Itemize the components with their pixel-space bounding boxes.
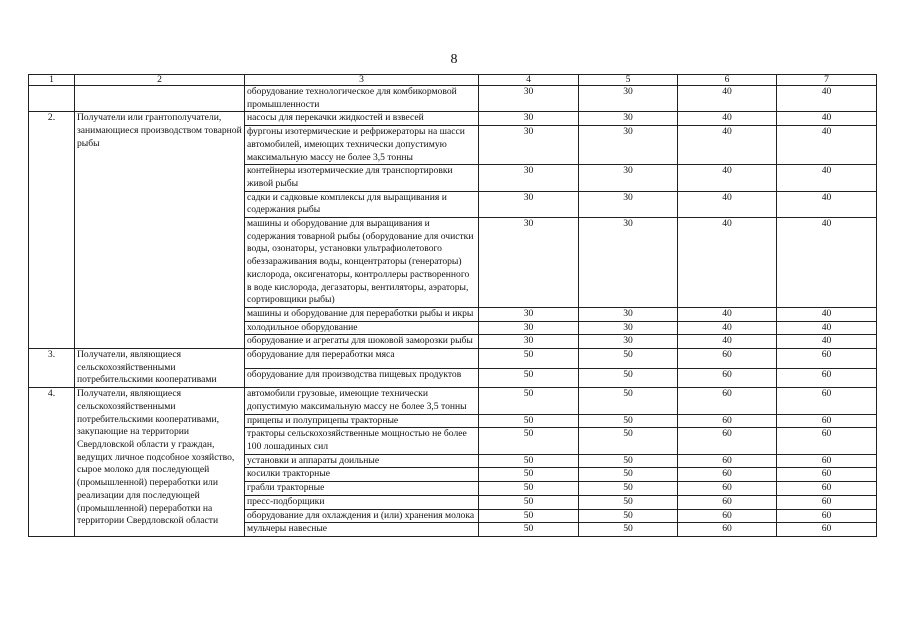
value-cell: 50 bbox=[479, 454, 579, 468]
equipment-cell: холодильное оборудование bbox=[245, 321, 479, 335]
value-cell: 60 bbox=[777, 482, 877, 496]
value-cell: 30 bbox=[479, 126, 579, 165]
value-cell: 60 bbox=[678, 495, 777, 509]
table-body bbox=[29, 75, 877, 537]
equipment-cell: косилки тракторные bbox=[245, 468, 479, 482]
value-cell: 50 bbox=[479, 349, 579, 369]
value-cell: 40 bbox=[777, 191, 877, 217]
value-cell: 60 bbox=[678, 428, 777, 454]
column-header: 3 bbox=[245, 75, 479, 86]
value-cell: 60 bbox=[678, 414, 777, 428]
value-cell: 60 bbox=[777, 414, 877, 428]
value-cell: 40 bbox=[777, 307, 877, 321]
recipient-cell: Получатели, являющиеся сельскохозяйственными потребительскими кооперативами bbox=[75, 349, 245, 388]
value-cell: 30 bbox=[579, 321, 678, 335]
value-cell: 40 bbox=[678, 126, 777, 165]
value-cell: 40 bbox=[777, 335, 877, 349]
value-cell: 50 bbox=[479, 482, 579, 496]
value-cell: 50 bbox=[579, 495, 678, 509]
equipment-cell: установки и аппараты доильные bbox=[245, 454, 479, 468]
table-row bbox=[29, 349, 877, 369]
value-cell: 50 bbox=[579, 509, 678, 523]
column-header: 1 bbox=[29, 75, 75, 86]
recipient-cell: Получатели или грантополучатели, занимающиеся производством товарной рыбы bbox=[75, 112, 245, 349]
value-cell: 60 bbox=[678, 388, 777, 414]
value-cell: 60 bbox=[678, 468, 777, 482]
value-cell: 60 bbox=[777, 495, 877, 509]
value-cell: 40 bbox=[777, 112, 877, 126]
value-cell: 60 bbox=[777, 454, 877, 468]
value-cell: 30 bbox=[479, 86, 579, 112]
column-header: 7 bbox=[777, 75, 877, 86]
value-cell: 50 bbox=[579, 428, 678, 454]
value-cell: 30 bbox=[579, 126, 678, 165]
value-cell: 30 bbox=[579, 191, 678, 217]
column-header: 2 bbox=[75, 75, 245, 86]
value-cell: 30 bbox=[579, 86, 678, 112]
value-cell: 50 bbox=[479, 414, 579, 428]
row-number-cell bbox=[29, 86, 75, 112]
value-cell: 60 bbox=[777, 428, 877, 454]
value-cell: 30 bbox=[579, 307, 678, 321]
value-cell: 60 bbox=[678, 454, 777, 468]
equipment-cell: тракторы сельскохозяйственные мощностью не более 100 лошадиных сил bbox=[245, 428, 479, 454]
value-cell: 40 bbox=[777, 126, 877, 165]
value-cell: 30 bbox=[479, 335, 579, 349]
equipment-cell: грабли тракторные bbox=[245, 482, 479, 496]
value-cell: 40 bbox=[777, 321, 877, 335]
recipient-cell: Получатели, являющиеся сельскохозяйственными потребительскими кооперативами, закупающие на территории Свердловской области у граждан, ведущих личное подсобное хозяйство, сырое молоко для последующей (промышленной) переработки или реализации для последующей (промышленной) переработки на территории Свердловской области bbox=[75, 388, 245, 537]
table-row bbox=[29, 86, 877, 112]
value-cell: 60 bbox=[678, 368, 777, 388]
recipient-cell bbox=[75, 86, 245, 112]
equipment-cell: контейнеры изотермические для транспортировки живой рыбы bbox=[245, 165, 479, 191]
value-cell: 40 bbox=[678, 191, 777, 217]
value-cell: 40 bbox=[678, 86, 777, 112]
value-cell: 60 bbox=[678, 509, 777, 523]
value-cell: 50 bbox=[579, 388, 678, 414]
value-cell: 60 bbox=[678, 349, 777, 369]
value-cell: 40 bbox=[678, 335, 777, 349]
value-cell: 50 bbox=[579, 368, 678, 388]
equipment-cell: прицепы и полуприцепы тракторные bbox=[245, 414, 479, 428]
equipment-cell: машины и оборудование для переработки рыбы и икры bbox=[245, 307, 479, 321]
equipment-cell: машины и оборудование для выращивания и содержания товарной рыбы (оборудование для очистки воды, озонаторы, установки ультрафиолетового обеззараживания воды, концентраторы (генераторы) кислорода, оксигенаторы, контроллеры растворенного в воде кислорода, дегазаторы, вентиляторы, аэраторы, сортировщики рыбы) bbox=[245, 218, 479, 308]
equipment-cell: мульчеры навесные bbox=[245, 523, 479, 537]
value-cell: 40 bbox=[678, 112, 777, 126]
table-row bbox=[29, 112, 877, 126]
value-cell: 60 bbox=[777, 468, 877, 482]
value-cell: 50 bbox=[479, 509, 579, 523]
column-header: 4 bbox=[479, 75, 579, 86]
row-number-cell: 2. bbox=[29, 112, 75, 349]
row-number-cell: 4. bbox=[29, 388, 75, 537]
value-cell: 50 bbox=[479, 388, 579, 414]
page-number: 8 bbox=[450, 52, 458, 67]
value-cell: 30 bbox=[579, 112, 678, 126]
value-cell: 30 bbox=[479, 321, 579, 335]
equipment-subsidy-table bbox=[28, 74, 877, 537]
column-header: 5 bbox=[579, 75, 678, 86]
column-number-row bbox=[29, 75, 877, 86]
value-cell: 30 bbox=[479, 218, 579, 308]
table-row bbox=[29, 388, 877, 414]
value-cell: 30 bbox=[579, 335, 678, 349]
value-cell: 50 bbox=[479, 428, 579, 454]
value-cell: 60 bbox=[777, 349, 877, 369]
equipment-cell: фургоны изотермические и рефрижераторы на шасси автомобилей, имеющих технически допустимую максимальную массу не более 3,5 тонны bbox=[245, 126, 479, 165]
value-cell: 30 bbox=[479, 191, 579, 217]
row-number-cell: 3. bbox=[29, 349, 75, 388]
value-cell: 60 bbox=[678, 482, 777, 496]
value-cell: 60 bbox=[777, 523, 877, 537]
value-cell: 50 bbox=[579, 414, 678, 428]
value-cell: 40 bbox=[678, 321, 777, 335]
value-cell: 50 bbox=[479, 523, 579, 537]
value-cell: 60 bbox=[777, 388, 877, 414]
value-cell: 40 bbox=[777, 165, 877, 191]
value-cell: 60 bbox=[777, 368, 877, 388]
value-cell: 40 bbox=[777, 86, 877, 112]
value-cell: 40 bbox=[777, 218, 877, 308]
value-cell: 60 bbox=[777, 509, 877, 523]
value-cell: 30 bbox=[579, 218, 678, 308]
value-cell: 50 bbox=[579, 523, 678, 537]
column-header: 6 bbox=[678, 75, 777, 86]
value-cell: 30 bbox=[479, 112, 579, 126]
value-cell: 40 bbox=[678, 165, 777, 191]
equipment-cell: автомобили грузовые, имеющие технически допустимую максимальную массу не более 3,5 тонны bbox=[245, 388, 479, 414]
equipment-cell: насосы для перекачки жидкостей и взвесей bbox=[245, 112, 479, 126]
value-cell: 30 bbox=[479, 307, 579, 321]
equipment-cell: оборудование для охлаждения и (или) хранения молока bbox=[245, 509, 479, 523]
equipment-cell: оборудование для переработки мяса bbox=[245, 349, 479, 369]
equipment-cell: оборудование технологическое для комбикормовой промышленности bbox=[245, 86, 479, 112]
equipment-cell: оборудование для производства пищевых продуктов bbox=[245, 368, 479, 388]
equipment-cell: садки и садковые комплексы для выращивания и содержания рыбы bbox=[245, 191, 479, 217]
value-cell: 60 bbox=[678, 523, 777, 537]
value-cell: 50 bbox=[479, 368, 579, 388]
value-cell: 50 bbox=[579, 349, 678, 369]
value-cell: 40 bbox=[678, 307, 777, 321]
value-cell: 50 bbox=[579, 482, 678, 496]
value-cell: 50 bbox=[579, 468, 678, 482]
value-cell: 50 bbox=[579, 454, 678, 468]
value-cell: 50 bbox=[479, 468, 579, 482]
value-cell: 50 bbox=[479, 495, 579, 509]
value-cell: 30 bbox=[479, 165, 579, 191]
equipment-cell: пресс-подборщики bbox=[245, 495, 479, 509]
value-cell: 30 bbox=[579, 165, 678, 191]
equipment-cell: оборудование и агрегаты для шоковой заморозки рыбы bbox=[245, 335, 479, 349]
value-cell: 40 bbox=[678, 218, 777, 308]
